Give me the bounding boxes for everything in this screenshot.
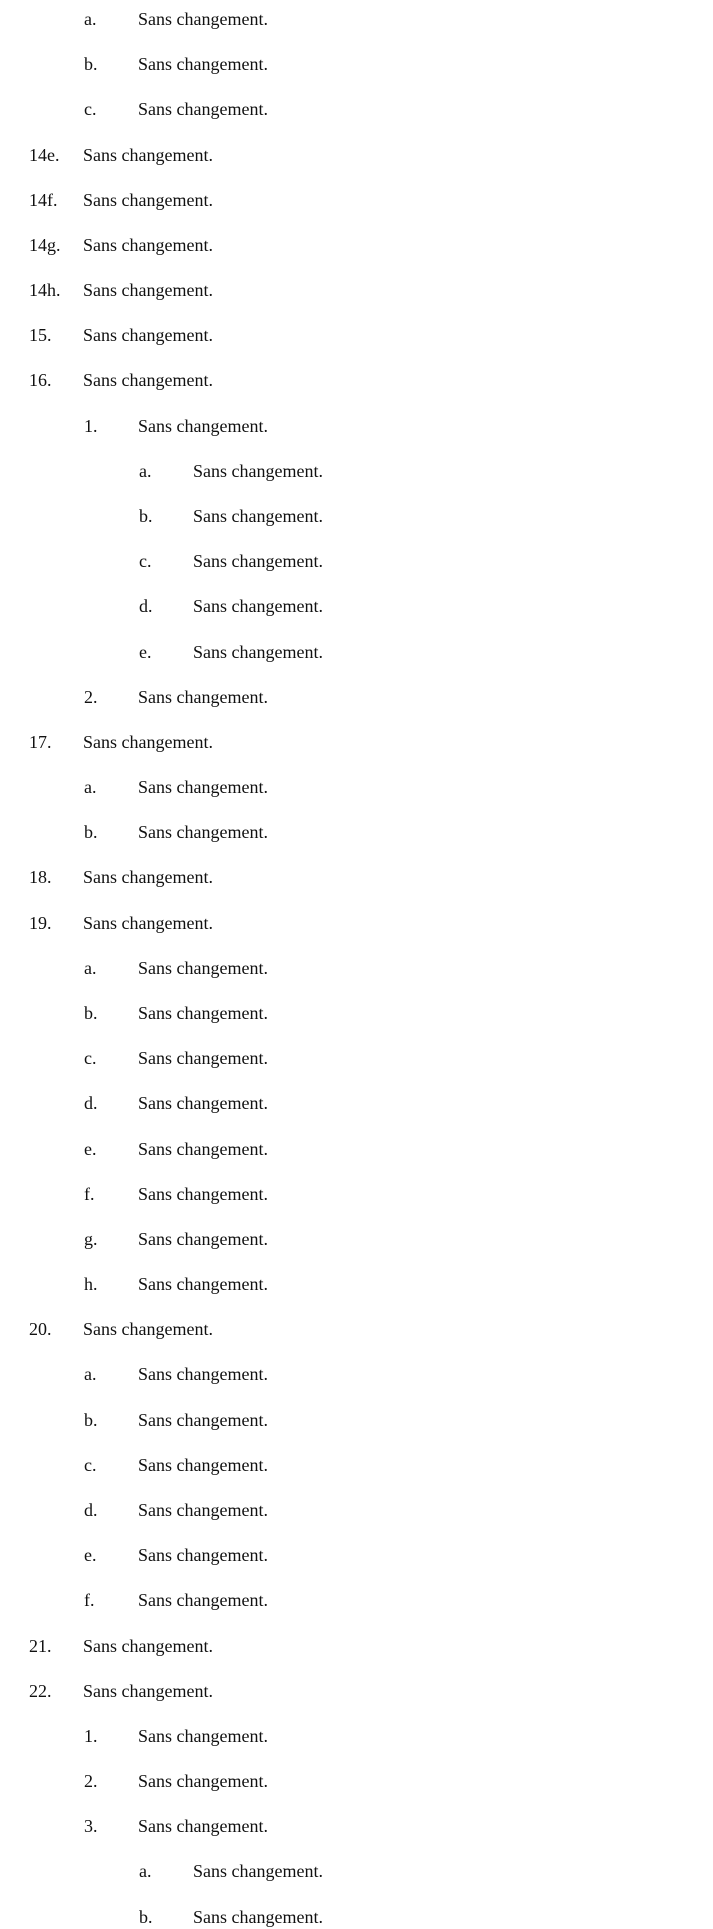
list-item-marker: 22. [29,1680,52,1701]
list-item-marker: f. [84,1183,95,1204]
list-item-text: Sans changement. [83,912,213,933]
list-item-marker: 14g. [29,234,61,255]
list-item-marker: d. [139,596,153,617]
list-item-marker: 14f. [29,189,58,210]
list-item-marker: 2. [84,686,98,707]
list-item-text: Sans changement. [83,731,213,752]
list-item-text: Sans changement. [83,189,213,210]
list-item-marker: b. [84,1409,98,1430]
list-item-text: Sans changement. [138,415,268,436]
list-item-text: Sans changement. [193,641,323,662]
list-item-text: Sans changement. [138,1364,268,1385]
list-item-text: Sans changement. [138,1003,268,1023]
list-item-marker: 17. [29,731,52,752]
list-item-marker: e. [84,1138,97,1159]
list-item-marker: 2. [84,1771,98,1791]
list-item-marker: d. [84,1093,98,1114]
list-item-text: Sans changement. [138,1590,268,1611]
list-item-text: Sans changement. [193,551,323,572]
list-item-text: Sans changement. [138,99,268,120]
list-item-marker: b. [84,54,98,75]
list-item-text: Sans changement. [193,460,323,481]
list-item-marker: c. [84,1048,97,1069]
list-item-text: Sans changement. [138,1545,268,1566]
list-item-marker: 14h. [29,280,61,301]
list-item-marker: f. [84,1590,95,1611]
list-item-marker: 21. [29,1635,52,1656]
list-item-text: Sans changement. [193,1861,323,1882]
list-item-text: Sans changement. [83,1635,213,1656]
list-item-text: Sans changement. [138,9,268,29]
list-item-text: Sans changement. [83,325,213,346]
list-item-text: Sans changement. [138,1228,268,1249]
list-item-marker: d. [84,1499,98,1520]
list-item-marker: 18. [29,867,52,888]
list-item-text: Sans changement. [83,867,213,888]
list-item-text: Sans changement. [138,1454,268,1475]
list-item-marker: b. [139,506,153,526]
list-item-marker: b. [84,822,98,843]
list-item-text: Sans changement. [138,1093,268,1114]
list-item-marker: a. [84,9,97,29]
list-item-text: Sans changement. [138,54,268,75]
list-item-text: Sans changement. [83,144,213,165]
list-item-marker: a. [84,957,97,978]
list-item-text: Sans changement. [193,1906,323,1927]
list-item-text: Sans changement. [83,1319,213,1340]
list-item-marker: 20. [29,1319,52,1340]
list-item-text: Sans changement. [138,822,268,843]
list-item-marker: c. [139,551,152,572]
list-item-marker: a. [139,460,152,481]
list-item-marker: 1. [84,415,98,436]
list-item-text: Sans changement. [138,957,268,978]
list-item-text: Sans changement. [193,596,323,617]
list-item-text: Sans changement. [138,1816,268,1837]
list-item-marker: b. [84,1003,98,1023]
list-item-marker: 16. [29,370,52,391]
list-item-marker: h. [84,1274,98,1294]
list-item-text: Sans changement. [193,506,323,526]
list-item-text: Sans changement. [83,280,213,301]
list-item-text: Sans changement. [138,1183,268,1204]
list-item-marker: 14e. [29,144,60,165]
list-item-text: Sans changement. [138,1409,268,1430]
list-item-text: Sans changement. [138,1499,268,1520]
list-item-text: Sans changement. [138,777,268,798]
list-item-marker: 3. [84,1816,98,1837]
list-item-marker: b. [139,1906,153,1927]
list-item-marker: c. [84,99,97,120]
list-item-marker: a. [84,1364,97,1385]
list-item-text: Sans changement. [138,1725,268,1746]
list-item-marker: a. [139,1861,152,1882]
list-item-marker: 15. [29,325,52,346]
list-item-text: Sans changement. [138,686,268,707]
list-item-marker: g. [84,1228,98,1249]
list-item-marker: a. [84,777,97,798]
list-item-marker: c. [84,1454,97,1475]
list-item-marker: e. [139,641,152,662]
list-item-text: Sans changement. [83,1680,213,1701]
list-item-text: Sans changement. [138,1138,268,1159]
list-item-text: Sans changement. [138,1274,268,1294]
list-item-marker: e. [84,1545,97,1566]
list-item-text: Sans changement. [138,1048,268,1069]
list-item-text: Sans changement. [83,234,213,255]
list-item-text: Sans changement. [83,370,213,391]
list-item-marker: 19. [29,912,52,933]
list-item-text: Sans changement. [138,1771,268,1791]
list-item-marker: 1. [84,1725,98,1746]
